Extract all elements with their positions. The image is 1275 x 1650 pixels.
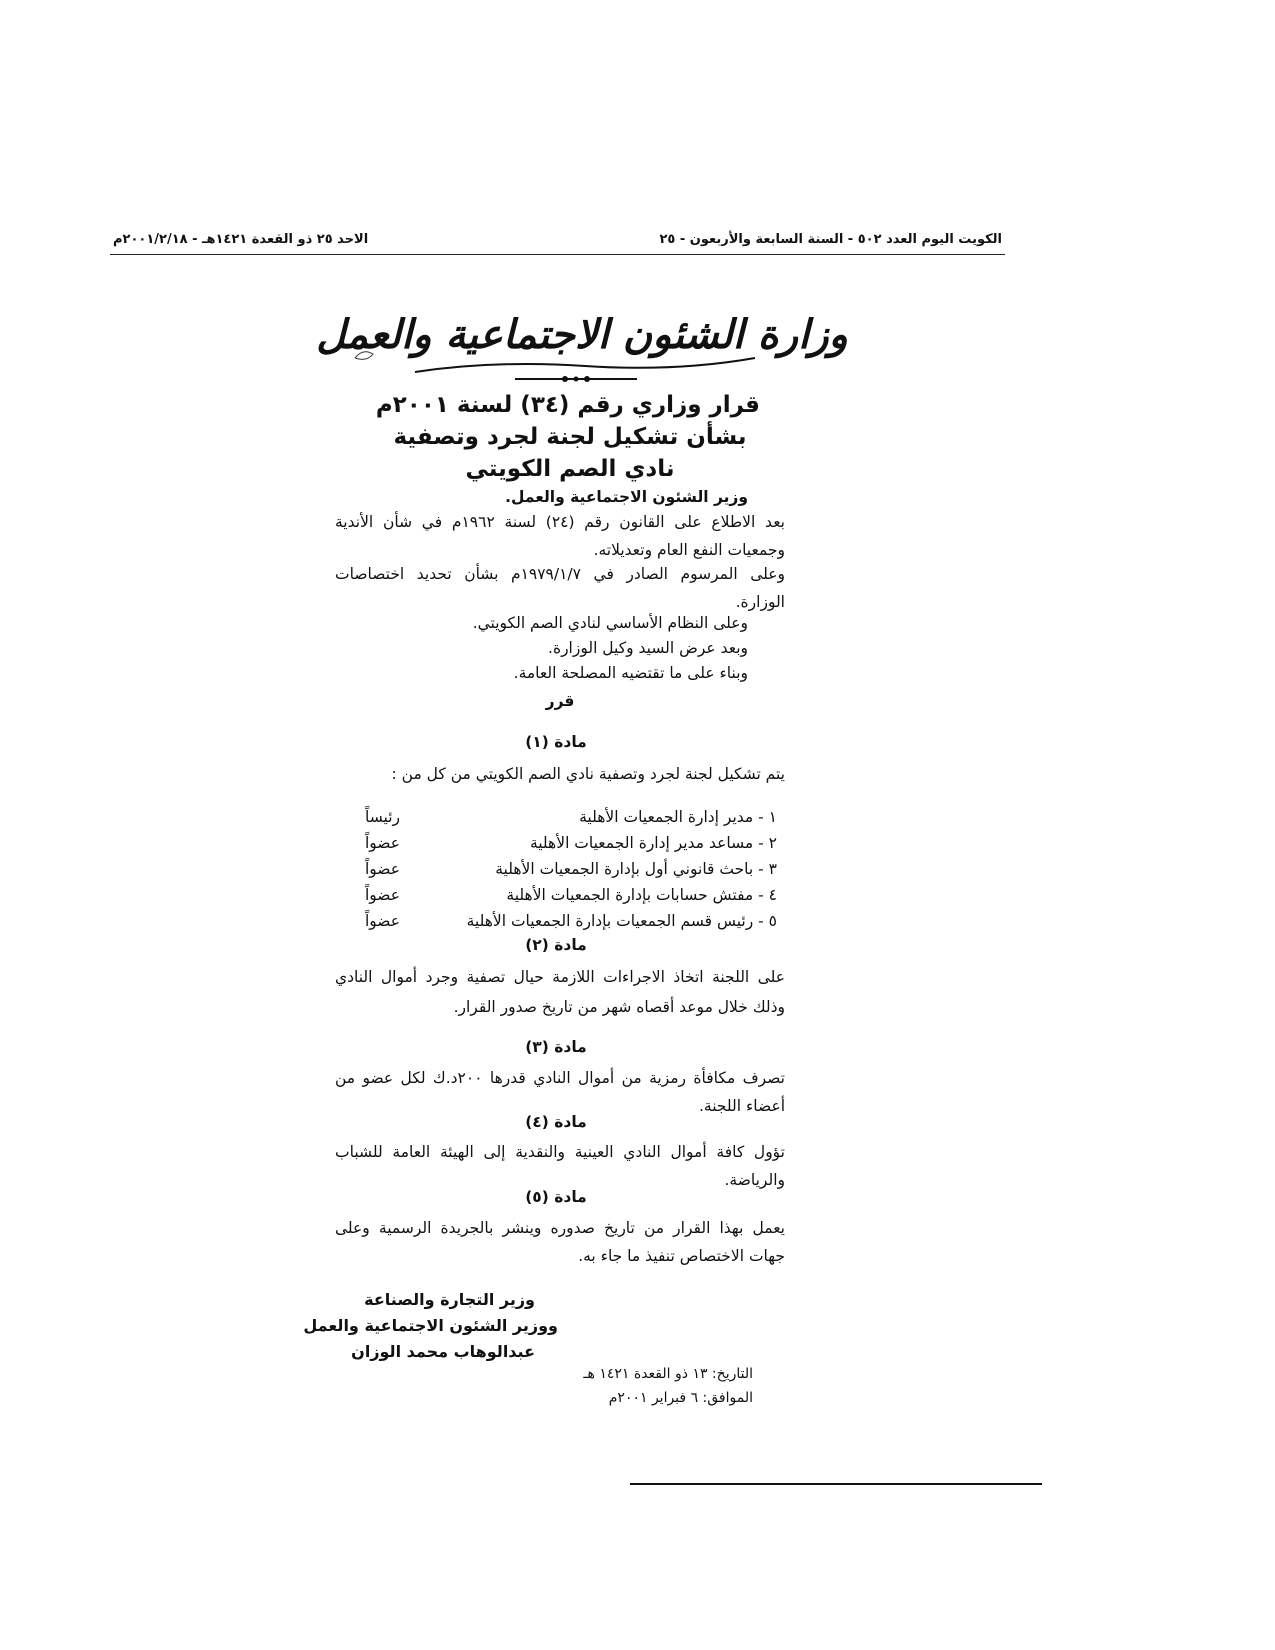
logo-text: وزارة الشئون الاجتماعية والعمل: [316, 311, 848, 358]
preamble-statute: وعلى النظام الأساسي لنادي الصم الكويتي.: [472, 614, 748, 632]
article-5-title: مادة (٥): [525, 1188, 587, 1206]
preamble-public-interest: وبناء على ما تقتضيه المصلحة العامة.: [513, 664, 748, 682]
member-2-role: عضواً: [364, 834, 400, 852]
date-gregorian: الموافق: ٦ فبراير ٢٠٠١م: [608, 1390, 753, 1406]
article-4-text: تؤول كافة أموال النادي العينية والنقدية إلى الهيئة العامة للشباب والرياضة.: [335, 1143, 785, 1189]
decree-subject-club: نادي الصم الكويتي: [465, 456, 675, 482]
member-4-name: ٤ - مفتش حسابات بإدارة الجمعيات الأهلية: [506, 886, 777, 904]
header-date: الاحد ٢٥ ذو القعدة ١٤٢١هـ - ٢٠٠١/٢/١٨م: [113, 232, 369, 247]
ornament-divider: [515, 372, 637, 386]
footer-divider: [630, 1483, 1042, 1485]
signature-name: عبدالوهاب محمد الوزان: [351, 1342, 535, 1361]
header-divider: [110, 254, 1005, 255]
article-1-title: مادة (١): [525, 733, 587, 751]
decided-heading: قرر: [545, 692, 575, 710]
signature-title-commerce: وزير التجارة والصناعة: [364, 1290, 535, 1309]
member-2-name: ٢ - مساعد مدير إدارة الجمعيات الأهلية: [529, 834, 777, 852]
minister-heading: وزير الشئون الاجتماعية والعمل.: [505, 488, 748, 506]
header-issue-info: الكويت اليوم العدد ٥٠٢ - السنة السابعة والأربعون - ٢٥: [659, 232, 1002, 247]
article-3-title: مادة (٣): [525, 1038, 587, 1056]
decree-title: قرار وزاري رقم (٣٤) لسنة ٢٠٠١م: [375, 392, 760, 418]
member-4-role: عضواً: [364, 886, 400, 904]
article-5-text: يعمل بهذا القرار من تاريخ صدوره وينشر بالجريدة الرسمية وعلى جهات الاختصاص تنفيذ ما جاء به.: [335, 1219, 785, 1265]
article-4-title: مادة (٤): [525, 1113, 587, 1131]
article-3-text: تصرف مكافأة رمزية من أموال النادي قدرها ٢٠٠د.ك لكل عضو من أعضاء اللجنة.: [335, 1069, 785, 1115]
preamble-law-reference: بعد الاطلاع على القانون رقم (٢٤) لسنة ١٩٦٢م في شأن الأندية وجمعيات النفع العام وتعديلاته.: [335, 513, 785, 559]
decree-subject: بشأن تشكيل لجنة لجرد وتصفية: [393, 424, 747, 450]
preamble-undersecretary: وبعد عرض السيد وكيل الوزارة.: [548, 639, 748, 657]
article-1-text: يتم تشكيل لجنة لجرد وتصفية نادي الصم الكويتي من كل من :: [391, 765, 785, 783]
preamble-decree-reference: وعلى المرسوم الصادر في ١٩٧٩/١/٧م بشأن تحديد اختصاصات الوزارة.: [335, 565, 785, 611]
member-1-name: ١ - مدير إدارة الجمعيات الأهلية: [579, 808, 777, 826]
member-3-role: عضواً: [364, 860, 400, 878]
article-2-title: مادة (٢): [525, 936, 587, 954]
member-5-role: عضواً: [364, 912, 400, 930]
member-3-name: ٣ - باحث قانوني أول بإدارة الجمعيات الأهلية: [495, 860, 777, 878]
date-hijri: التاريخ: ١٣ ذو القعدة ١٤٢١ هـ: [583, 1366, 753, 1382]
article-2-text: على اللجنة اتخاذ الاجراءات اللازمة حيال تصفية وجرد أموال النادي وذلك خلال موعد أقصاه شهر من تاريخ صدور القرار.: [335, 968, 785, 1016]
member-5-name: ٥ - رئيس قسم الجمعيات بإدارة الجمعيات الأهلية: [466, 912, 777, 930]
signature-title-social-affairs: ووزير الشئون الاجتماعية والعمل: [303, 1316, 558, 1335]
member-1-role: رئيساً: [364, 808, 400, 826]
